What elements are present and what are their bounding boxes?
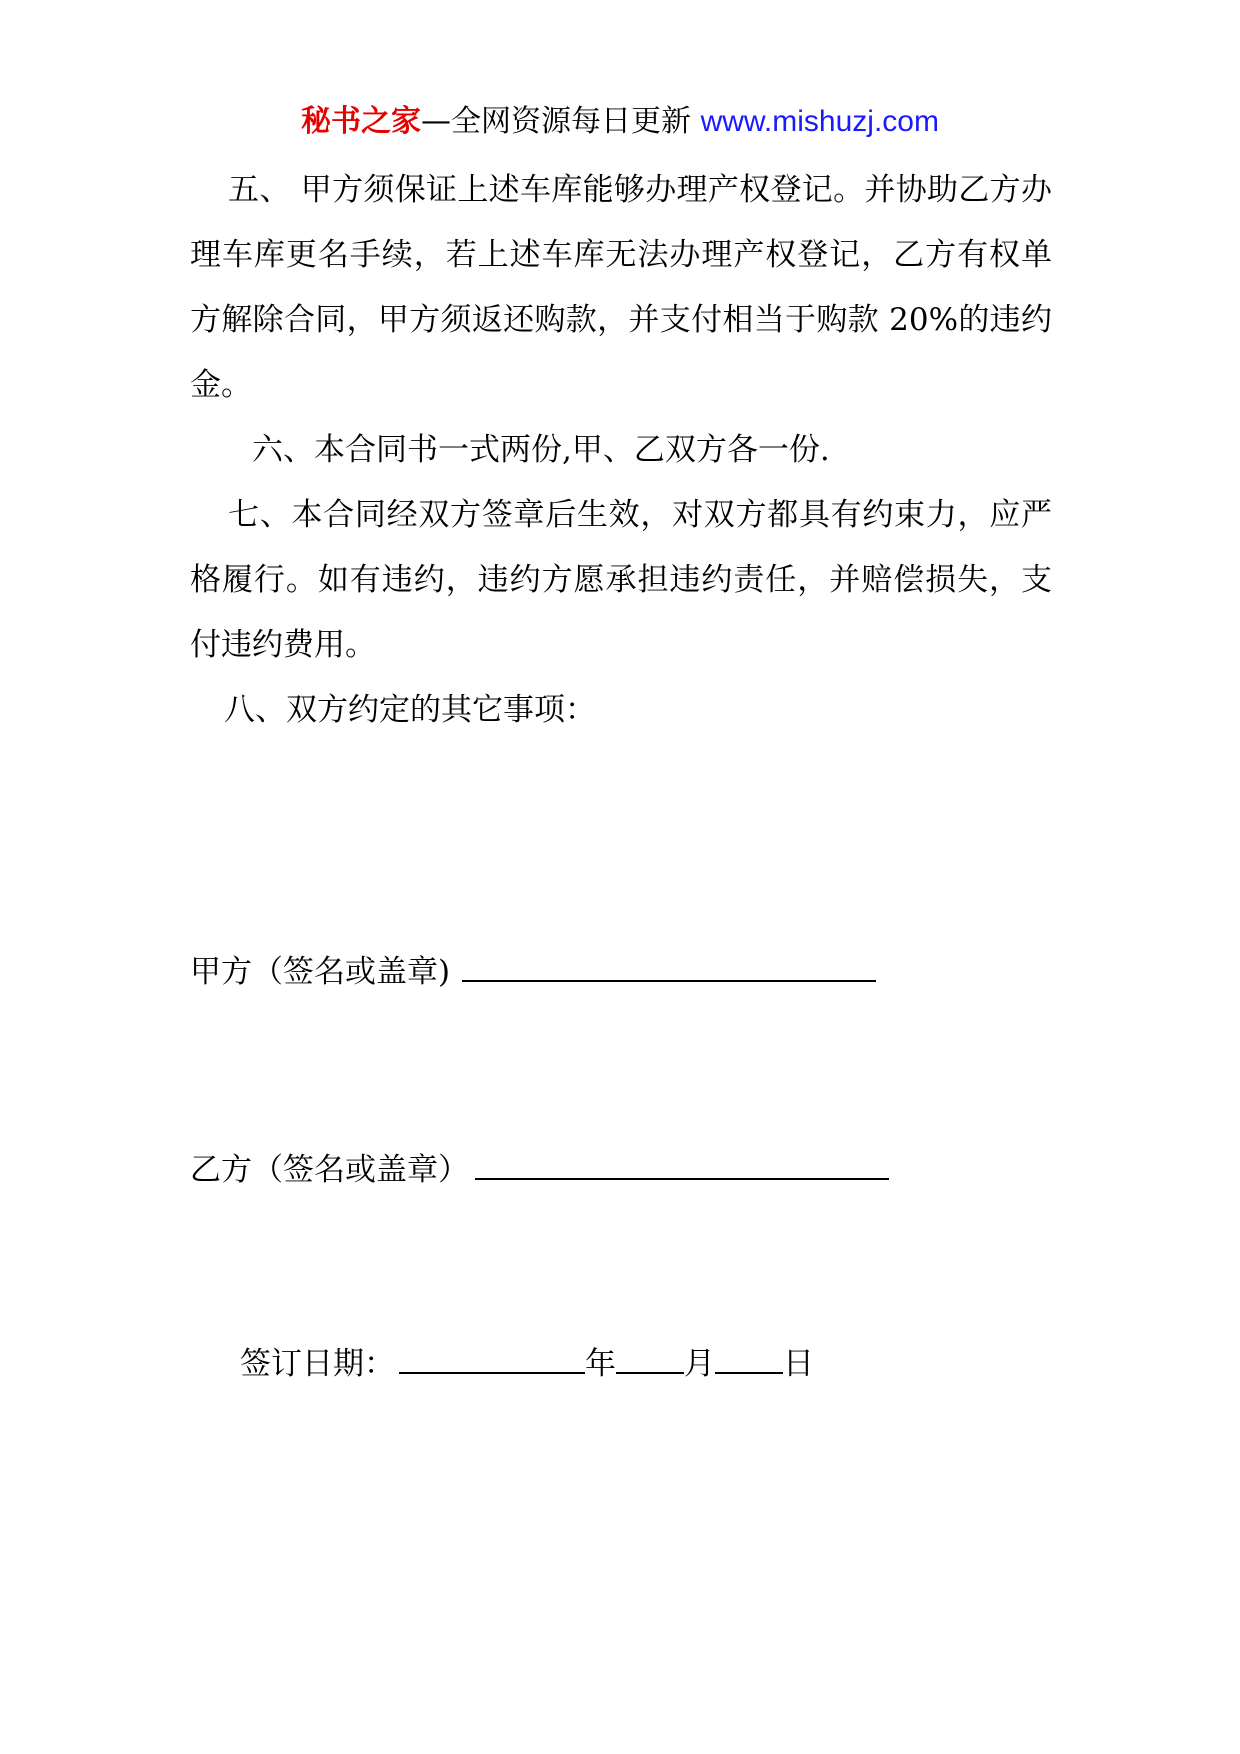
header-slogan: —全网资源每日更新 [421,104,692,139]
party-a-signature-blank[interactable] [462,950,876,982]
party-b-signature-blank[interactable] [475,1148,889,1180]
party-b-signature-line [190,1148,889,1192]
clause-7: 七、本合同经双方签章后生效，对双方都具有约束力，应严格履行。如有违约，违约方愿承担违约责任，并赔偿损失，支付违约费用。 [190,497,1052,663]
month-blank[interactable] [616,1342,684,1374]
site-url-link[interactable]: www.mishuzj.com [700,105,939,138]
site-header [0,100,1240,144]
brand-name: 秘书之家 [301,104,422,139]
date-label: 签订日期： [240,1346,395,1382]
month-label: 月 [684,1346,715,1382]
signing-date-line [240,1342,814,1386]
year-label: 年 [585,1346,616,1382]
clause-6: 六、本合同书一式两份,甲、乙双方各一份. [252,432,830,468]
day-blank[interactable] [715,1342,783,1374]
party-b-label: 乙方（签名或盖章） [190,1152,469,1188]
party-a-signature-line [190,950,876,994]
clause-5: 五、 甲方须保证上述车库能够办理产权登记。并协助乙方办理车库更名手续，若上述车库无法办理产权登记，乙方有权单方解除合同，甲方须返还购款，并支付相当于购款 20%的违约金。 [190,172,1052,403]
year-blank[interactable] [399,1342,585,1374]
day-label: 日 [783,1346,814,1382]
party-a-label: 甲方（签名或盖章) [190,954,451,990]
contract-body [190,158,1052,743]
clause-8: 八、双方约定的其它事项： [224,692,596,728]
